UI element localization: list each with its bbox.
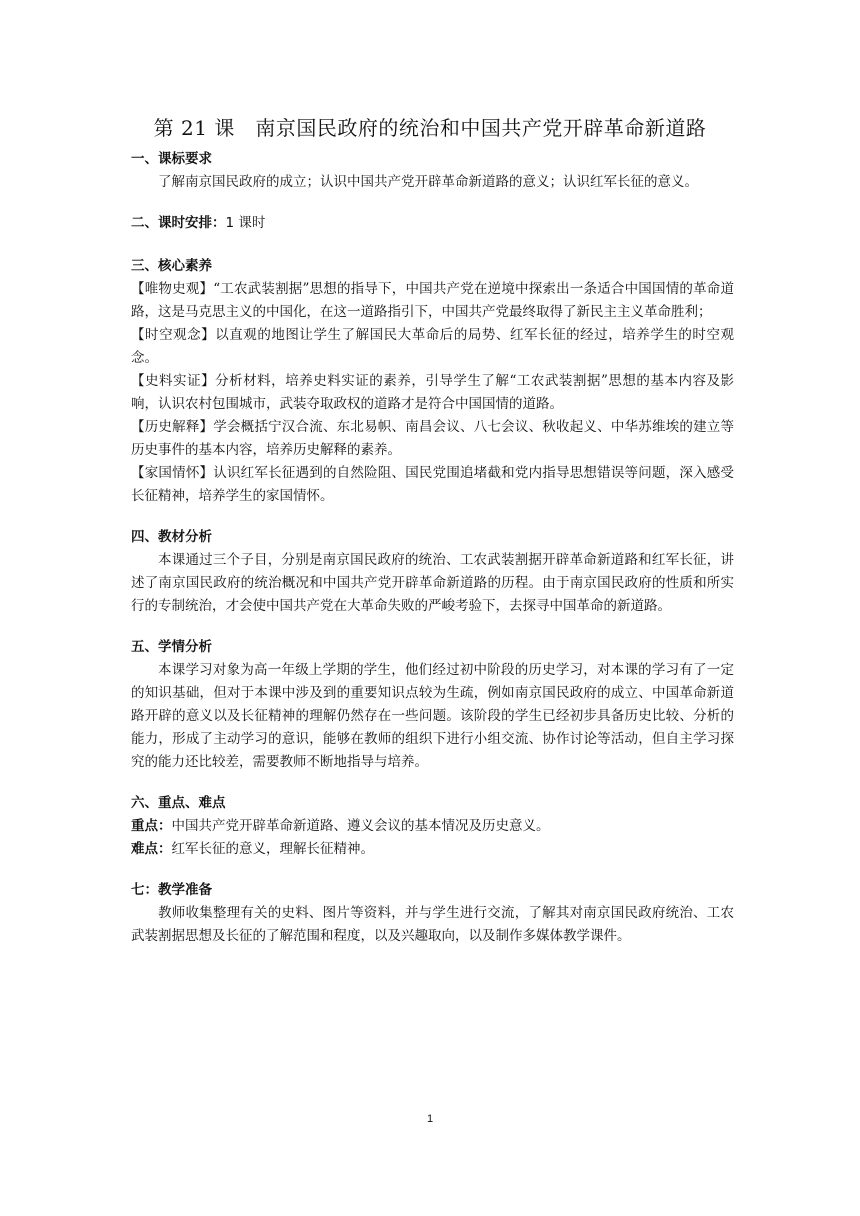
- literacy-item: [131, 416, 734, 462]
- section-heading: 二、课时安排：: [131, 215, 226, 231]
- section-teaching-preparation: [131, 879, 734, 948]
- literacy-text: “工农武装割据”思想的指导下，中国共产党在逆境中探索出一条适合中国国情的革命道路，这是马克思主义的中国化，在这一道路指引下，中国共产党最终取得了新民主主义革命胜利；: [131, 281, 734, 320]
- class-hours-value: 1 课时: [225, 215, 266, 231]
- section-paragraph: 了解南京国民政府的成立；认识中国共产党开辟革命新道路的意义；认识红军长征的意义。: [158, 174, 698, 190]
- literacy-text: 分析材料，培养史料实证的素养，引导学生了解“工农武装割据”思想的基本内容及影响，认识农村包围城市，武装夺取政权的道路才是符合中国国情的道路。: [131, 373, 735, 412]
- section-learner-analysis: [131, 636, 734, 774]
- section-heading: 三、核心素养: [131, 258, 212, 274]
- page-number: 1: [426, 1113, 434, 1125]
- document-body: [131, 148, 734, 966]
- literacy-item: [131, 278, 734, 324]
- section-paragraph: 教师收集整理有关的史料、图片等资料，并与学生进行交流，了解其对南京国民政府统治、工农武装割据思想及长征的了解范围和程度，以及兴趣取向，以及制作多媒体教学课件。: [131, 905, 734, 944]
- literacy-label: 【历史解释】: [131, 419, 214, 435]
- key-point-text: 中国共产党开辟革命新道路、遵义会议的基本情况及历史意义。: [171, 818, 550, 834]
- literacy-label: 【家国情怀】: [131, 465, 214, 481]
- section-class-hours: [131, 212, 734, 235]
- section-textbook-analysis: [131, 526, 734, 618]
- section-heading: 六、重点、难点: [131, 795, 226, 811]
- section-curriculum-requirements: [131, 148, 734, 194]
- difficult-point-line: [131, 838, 734, 861]
- literacy-text: 认识红军长征遇到的自然险阻、国民党围追堵截和党内指导思想错误等问题，深入感受长征精神，培养学生的家国情怀。: [131, 465, 735, 504]
- difficult-point-text: 红军长征的意义，理解长征精神。: [171, 841, 374, 857]
- section-heading: 四、教材分析: [131, 529, 212, 545]
- literacy-label: 【时空观念】: [131, 327, 216, 343]
- lesson-title: 第 21 课 南京国民政府的统治和中国共产党开辟革命新道路: [153, 116, 707, 140]
- literacy-text: 以直观的地图让学生了解国民大革命后的局势、红军长征的经过，培养学生的时空观念。: [131, 327, 735, 366]
- key-point-line: [131, 815, 734, 838]
- section-heading: 七：教学准备: [131, 882, 212, 898]
- key-point-label: 重点：: [131, 818, 172, 834]
- literacy-item: [131, 462, 734, 508]
- literacy-item: [131, 324, 734, 370]
- literacy-label: 【唯物史观】: [131, 281, 214, 297]
- section-heading: 一、课标要求: [131, 151, 212, 167]
- literacy-label: 【史料实证】: [131, 373, 216, 389]
- section-heading-line: [131, 212, 734, 235]
- literacy-item: [131, 370, 734, 416]
- section-paragraph: 本课学习对象为高一年级上学期的学生，他们经过初中阶段的历史学习，对本课的学习有了一定的知识基础，但对于本课中涉及到的重要知识点较为生疏，例如南京国民政府的成立、中国革命新道路开辟的意义以及长征精神的理解仍然存在一些问题。该阶段的学生已经初步具备历史比较、分析的能力，形成了主动学习的意识，能够在教师的组织下进行小组交流、协作讨论等活动，但自主学习探究的能力还比较差，需要教师不断地指导与培养。: [131, 662, 734, 770]
- section-key-difficult-points: [131, 792, 734, 861]
- section-heading: 五、学情分析: [131, 639, 212, 655]
- section-core-literacy: [131, 255, 734, 508]
- literacy-text: 学会概括宁汉合流、东北易帜、南昌会议、八七会议、秋收起义、中华苏维埃的建立等历史事件的基本内容，培养历史解释的素养。: [131, 419, 735, 458]
- section-paragraph: 本课通过三个子目，分别是南京国民政府的统治、工农武装割据开辟革命新道路和红军长征，讲述了南京国民政府的统治概况和中国共产党开辟革命新道路的历程。由于南京国民政府的性质和所实行的专制统治，才会使中国共产党在大革命失败的严峻考验下，去探寻中国革命的新道路。: [131, 552, 734, 614]
- difficult-point-label: 难点：: [131, 841, 172, 857]
